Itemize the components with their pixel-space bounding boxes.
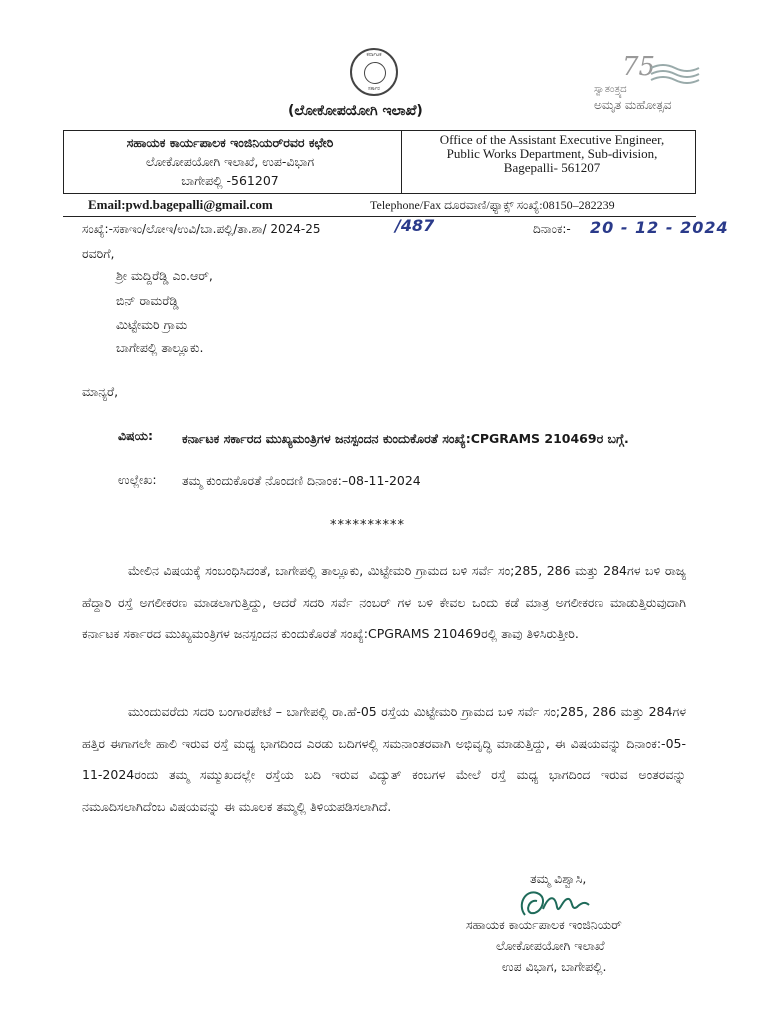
- logo-line-1: ಸ್ವಾತಂತ್ರ್ಯದ: [594, 84, 627, 95]
- azadi-amrit-mahotsav-logo: [594, 52, 704, 112]
- kannada-office-line-3: ಬಾಗೇಪಲ್ಲಿ -561207: [181, 173, 279, 188]
- letterhead-divider: [401, 131, 402, 193]
- emblem-bottom-text: ಸರ್ಕಾರ: [368, 86, 380, 92]
- header-rule: [63, 216, 696, 217]
- recipient-line-3: ಮಿಟ್ಟೇಮರಿ ಗ್ರಾಮ: [116, 317, 188, 332]
- english-office-line-1: Office of the Assistant Executive Engineer,: [439, 132, 665, 147]
- subject-label: ವಿಷಯ:: [118, 428, 153, 443]
- paragraph-2: ಮುಂದುವರೆದು ಸದರಿ ಬಂಗಾರಪೇಟೆ – ಬಾಗೇಪಲ್ಲಿ ರಾ.ಹೆ-05 ರಸ್ತೆಯ ಮಿಟ್ಟೇಮರಿ ಗ್ರಾಮದ ಬಳಿ ಸರ್ವೆ ಸಂ;285, 286 ಮತ್ತು 284ಗಳ ಹತ್ತಿರ ಈಗಾಗಲೇ ಹಾಲಿ ಇರುವ ರಸ್ತೆ ಮಧ್ಯ ಭಾಗದಿಂದ ಎರಡು ಬದಿಗಳಲ್ಲಿ ಸಮನಾಂತರವಾಗಿ ಅಭಿವೃದ್ಧಿ ಮಾಡುತ್ತಿದ್ದು, ಈ ವಿಷಯವನ್ನು ದಿನಾಂಕ:-05-11-2024ರಂದು ತಮ್ಮ ಸಮ್ಮುಖದಲ್ಲೇ ರಸ್ತೆಯ ಬದಿ ಇರುವ ವಿದ್ಯುತ್ ಕಂಬಗಳ ಮೇಲೆ ರಸ್ತೆ ಮಧ್ಯ ಭಾಗದಿಂದ ಇರುವ ಅಂತರವನ್ನು ನಮೂದಿಸಲಾಗಿದೆಂಬ ವಿಷಯವನ್ನು ಈ ಮೂಲಕ ತಮ್ಮಲ್ಲಿ ತಿಳಿಯಪಡಿಸಲಾಗಿದೆ.: [82, 704, 686, 814]
- karnataka-emblem-icon: [350, 48, 398, 96]
- signatory-line-1: ಸಹಾಯಕ ಕಾರ್ಯಪಾಲಕ ಇಂಜಿನಿಯರ್: [466, 917, 622, 932]
- separator: **********: [330, 518, 405, 533]
- reference-label: ಉಲ್ಲೇಖ:: [118, 472, 157, 487]
- subject-text: ಕರ್ನಾಟಕ ಸರ್ಕಾರದ ಮುಖ್ಯಮಂತ್ರಿಗಳ ಜನಸ್ಪಂದನ ಕುಂದುಕೊರತೆ ಸಂಖ್ಯೆ:CPGRAMS 210469ರ ಬಗ್ಗೆ.: [182, 431, 629, 446]
- recipient-line-2: ಬಿನ್ ರಾಮರೆಡ್ಡಿ: [116, 293, 179, 308]
- closing-yours: ತಮ್ಮ ವಿಶ್ವಾಸಿ,: [530, 871, 587, 886]
- recipient-salutation: ರವರಿಗೆ,: [82, 246, 115, 261]
- english-office-line-3: Bagepalli- 561207: [503, 160, 601, 175]
- signatory-line-3: ಉಪ ವಿಭಾಗ, ಬಾಗೇಪಲ್ಲಿ.: [502, 959, 607, 974]
- emblem-top-text: ಕರ್ನಾಟಕ: [366, 52, 382, 58]
- emblem-inner-ring: [364, 62, 386, 84]
- reference-text: ತಮ್ಮ ಕುಂದುಕೊರತೆ ನೊಂದಣಿ ದಿನಾಂಕ:–08-11-2024: [182, 473, 421, 488]
- kannada-office-address: [70, 133, 390, 190]
- english-office-address: [410, 133, 694, 175]
- office-email: Email:pwd.bagepalli@gmail.com: [88, 197, 273, 212]
- date-handwritten: 20 - 12 - 2024: [590, 218, 729, 237]
- logo-line-2: ಅಮೃತ ಮಹೋತ್ಸವ: [594, 98, 672, 112]
- recipient-line-1: ಶ್ರೀ ಮದ್ದಿರೆಡ್ಡಿ ಎಂ.ಆರ್,: [116, 268, 213, 283]
- office-phone: Telephone/Fax ದೂರವಾಣಿ/ಫ್ಯಾಕ್ಸ್ ಸಂಖ್ಯೆ:08150–282239: [370, 198, 615, 212]
- flag-waves-icon: [649, 62, 701, 84]
- english-office-line-2: Public Works Department, Sub-division,: [446, 146, 658, 161]
- reference-handwritten: /487: [395, 216, 435, 235]
- greeting: ಮಾನ್ಯರೆ,: [82, 384, 119, 399]
- department-title: (ಲೋಕೋಪಯೋಗಿ ಇಲಾಖೆ): [288, 103, 423, 119]
- kannada-office-line-2: ಲೋಕೋಪಯೋಗಿ ಇಲಾಖೆ, ಉಪ-ವಿಭಾಗ: [145, 154, 315, 169]
- signatory-line-2: ಲೋಕೋಪಯೋಗಿ ಇಲಾಖೆ: [496, 938, 605, 953]
- kannada-office-line-1: ಸಹಾಯಕ ಕಾರ್ಯಪಾಲಕ ಇಂಜಿನಿಯರ್‌ರವರ ಕಛೇರಿ: [126, 135, 334, 150]
- logo-number: 75: [622, 52, 656, 82]
- date-label: ದಿನಾಂಕ:-: [533, 222, 571, 236]
- reference-number: ಸಂಖ್ಯೆ:-ಸಕಾಇಂ/ಲೋಇ/ಉವಿ/ಬಾ.ಪಲ್ಲಿ/ತಾ.ಶಾ/ 2024-25: [82, 222, 321, 236]
- paragraph-1: ಮೇಲಿನ ವಿಷಯಕ್ಕೆ ಸಂಬಂಧಿಸಿದಂತೆ, ಬಾಗೇಪಲ್ಲಿ ತಾಲ್ಲೂಕು, ಮಿಟ್ಟೇಮರಿ ಗ್ರಾಮದ ಬಳಿ ಸರ್ವೆ ಸಂ;285, 286 ಮತ್ತು 284ಗಳ ಬಳಿ ರಾಜ್ಯ ಹೆದ್ದಾರಿ ರಸ್ತೆ ಅಗಲೀಕರಣ ಮಾಡಲಾಗುತ್ತಿದ್ದು, ಆದರೆ ಸದರಿ ಸರ್ವೆ ನಂಬರ್ ಗಳ ಬಳಿ ಕೇವಲ ಒಂದು ಕಡೆ ಮಾತ್ರ ಅಗಲೀಕರಣ ಮಾಡುತ್ತಿರುವುದಾಗಿ ಕರ್ನಾಟಕ ಸರ್ಕಾರದ ಮುಖ್ಯಮಂತ್ರಿಗಳ ಜನಸ್ಪಂದನ ಕುಂದುಕೊರತೆ ಸಂಖ್ಯೆ:CPGRAMS 210469ರಲ್ಲಿ ತಾವು ತಿಳಿಸಿರುತ್ತೀರಿ.: [82, 563, 686, 641]
- recipient-line-4: ಬಾಗೇಪಲ್ಲಿ ತಾಲ್ಲೂಕು.: [116, 340, 204, 355]
